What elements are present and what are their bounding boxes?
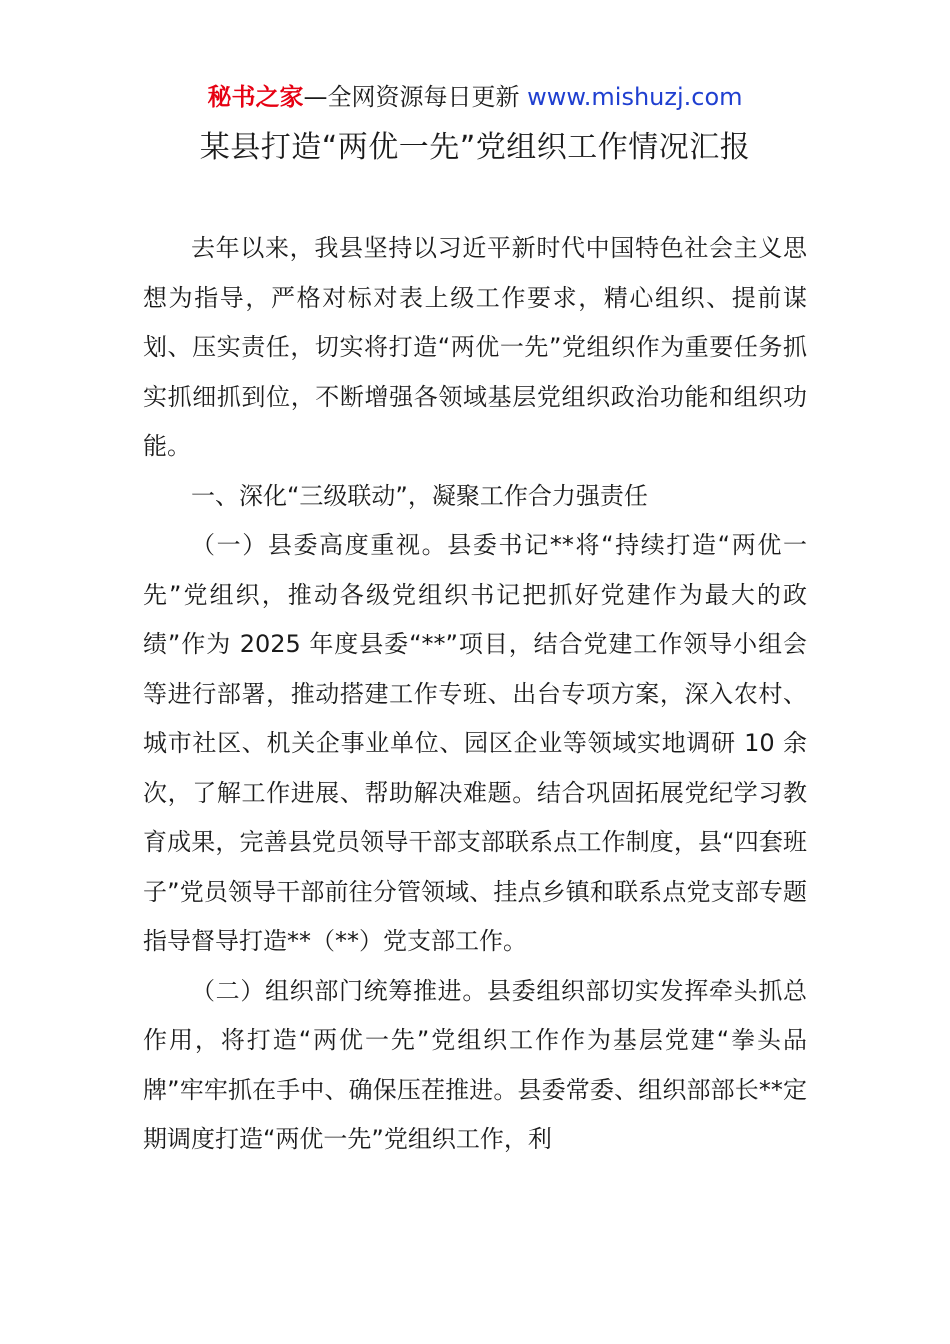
paragraph-1-1: （一）县委高度重视。县委书记**将“持续打造“两优一先”党组织，推动各级党组织书记把抓好党建作为最大的政绩”作为 2025 年度县委“**”项目，结合党建工作领导小组会等进行部署，推动搭建工作专班、出台专项方案，深入农村、城市社区、机关企事业单位、园区企业等领域实地调研 10 余次，了解工作进展、帮助解决难题。结合巩固拓展党纪学习教育成果，完善县党员领导干部支部联系点工作制度，县“四套班子”党员领导干部前往分管领域、挂点乡镇和联系点党支部专题指导督导打造**（**）党支部工作。: [143, 531, 807, 955]
site-brand: 秘书之家: [207, 83, 304, 111]
site-url: www.mishuzj.com: [527, 83, 743, 111]
document-body: [143, 224, 807, 1165]
site-watermark-header: [0, 80, 950, 114]
paragraph-intro: 去年以来，我县坚持以习近平新时代中国特色社会主义思想为指导，严格对标对表上级工作要求，精心组织、提前谋划、压实责任，切实将打造“两优一先”党组织作为重要任务抓实抓细抓到位，不断增强各领域基层党组织政治功能和组织功能。: [143, 234, 807, 460]
document-title: 某县打造“两优一先”党组织工作情况汇报: [199, 130, 751, 165]
section-heading-1: 一、深化“三级联动”，凝聚工作合力强责任: [191, 481, 648, 510]
site-slogan: —全网资源每日更新: [303, 83, 520, 111]
paragraph-1-2: （二）组织部门统筹推进。县委组织部切实发挥牵头抓总作用，将打造“两优一先”党组织工作作为基层党建“拳头品牌”牢牢抓在手中、确保压茬推进。县委常委、组织部部长**定期调度打造“两优一先”党组织工作，利: [143, 976, 807, 1153]
